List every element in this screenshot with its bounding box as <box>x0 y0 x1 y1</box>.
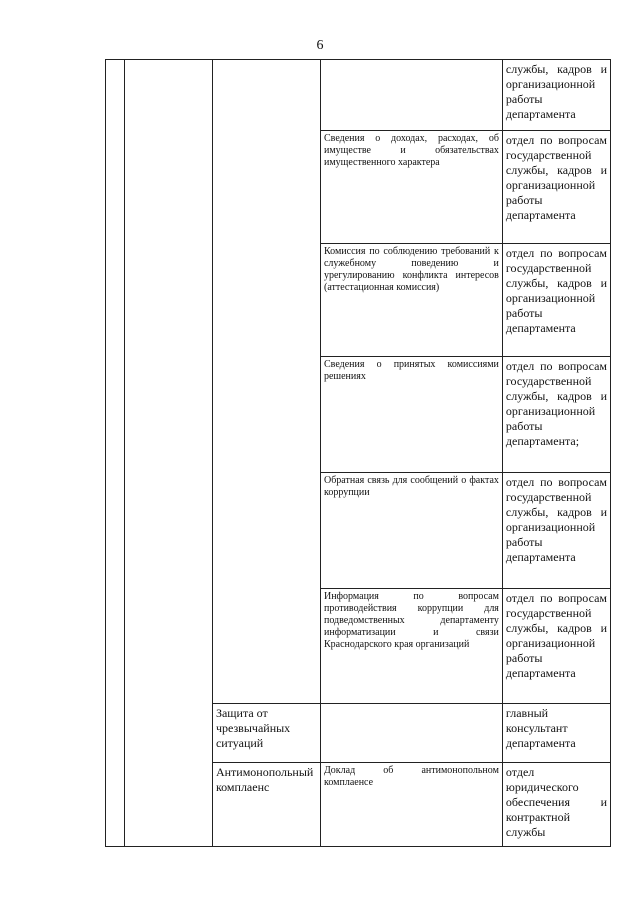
info-cell <box>320 704 502 763</box>
info-cell: Информация по вопросам противодействия коррупции для подведомственных департаменту информатизации и связи Краснодарского края организаций <box>320 589 502 704</box>
responsible-cell: отдел юридического обеспечения и контрактной службы <box>502 763 610 847</box>
info-cell: Сведения о доходах, расходах, об имуществе и обязательствах имущественного характера <box>320 131 502 244</box>
responsible-cell: главный консультант департамента <box>502 704 610 763</box>
info-cell: Обратная связь для сообщений о фактах коррупции <box>320 473 502 589</box>
page-number: 6 <box>316 38 324 53</box>
responsible-cell: отдел по вопросам государственной службы, кадров и организационной работы департамента; <box>502 357 610 473</box>
responsible-cell: отдел по вопросам государственной службы, кадров и организационной работы департамента <box>502 244 610 357</box>
info-cell <box>320 60 502 131</box>
responsible-cell: службы, кадров и организационной работы департамента <box>502 60 610 131</box>
empty-cell-col3 <box>212 60 320 704</box>
section-cell: Защита от чрезвычайных ситуаций <box>212 704 320 763</box>
responsible-cell: отдел по вопросам государственной службы, кадров и организационной работы департамента <box>502 131 610 244</box>
table-row <box>106 60 611 131</box>
info-cell: Сведения о принятых комиссиями решениях <box>320 357 502 473</box>
info-cell: Комиссия по соблюдению требований к служебному поведению и урегулированию конфликта интересов (аттестационная комиссия) <box>320 244 502 357</box>
info-cell: Доклад об антимонопольном комплаенсе <box>320 763 502 847</box>
empty-cell-col1 <box>106 60 125 847</box>
responsible-cell: отдел по вопросам государственной службы, кадров и организационной работы департамента <box>502 589 610 704</box>
empty-cell-col2 <box>124 60 212 847</box>
responsible-cell: отдел по вопросам государственной службы, кадров и организационной работы департамента <box>502 473 610 589</box>
section-cell: Антимонопольный комплаенс <box>212 763 320 847</box>
document-table <box>105 59 611 847</box>
